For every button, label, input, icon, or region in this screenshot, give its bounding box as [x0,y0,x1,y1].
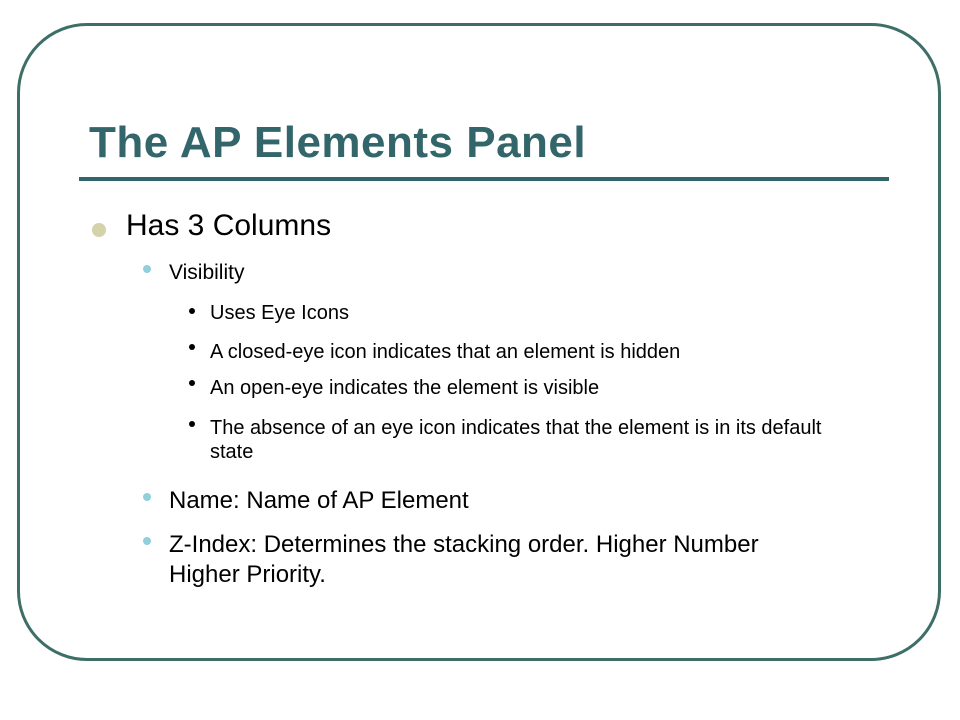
level3-bullet-icon [189,421,195,427]
bullet-name: Name: Name of AP Element [169,487,469,514]
visibility-item-closed-eye: A closed-eye icon indicates that an element is hidden [210,341,681,363]
title-underline [79,177,889,181]
bullet-visibility: Visibility [169,261,245,284]
level3-bullet-icon [189,344,195,350]
visibility-item-eye-icons: Uses Eye Icons [210,302,349,324]
level2-bullet-icon [143,493,151,501]
level1-bullet-icon [92,223,106,237]
level3-bullet-icon [189,380,195,386]
level2-bullet-icon [143,265,151,273]
slide-title: The AP Elements Panel [89,118,587,167]
level3-bullet-icon [189,308,195,314]
visibility-item-open-eye: An open-eye indicates the element is visible [210,377,600,399]
bullet-has-3-columns: Has 3 Columns [126,209,332,242]
level2-bullet-icon [143,537,151,545]
bullet-zindex: Z-Index: Determines the stacking order. Higher Number Higher Priority. [169,531,759,588]
visibility-item-absence: The absence of an eye icon indicates that the element is in its default state [210,417,822,463]
